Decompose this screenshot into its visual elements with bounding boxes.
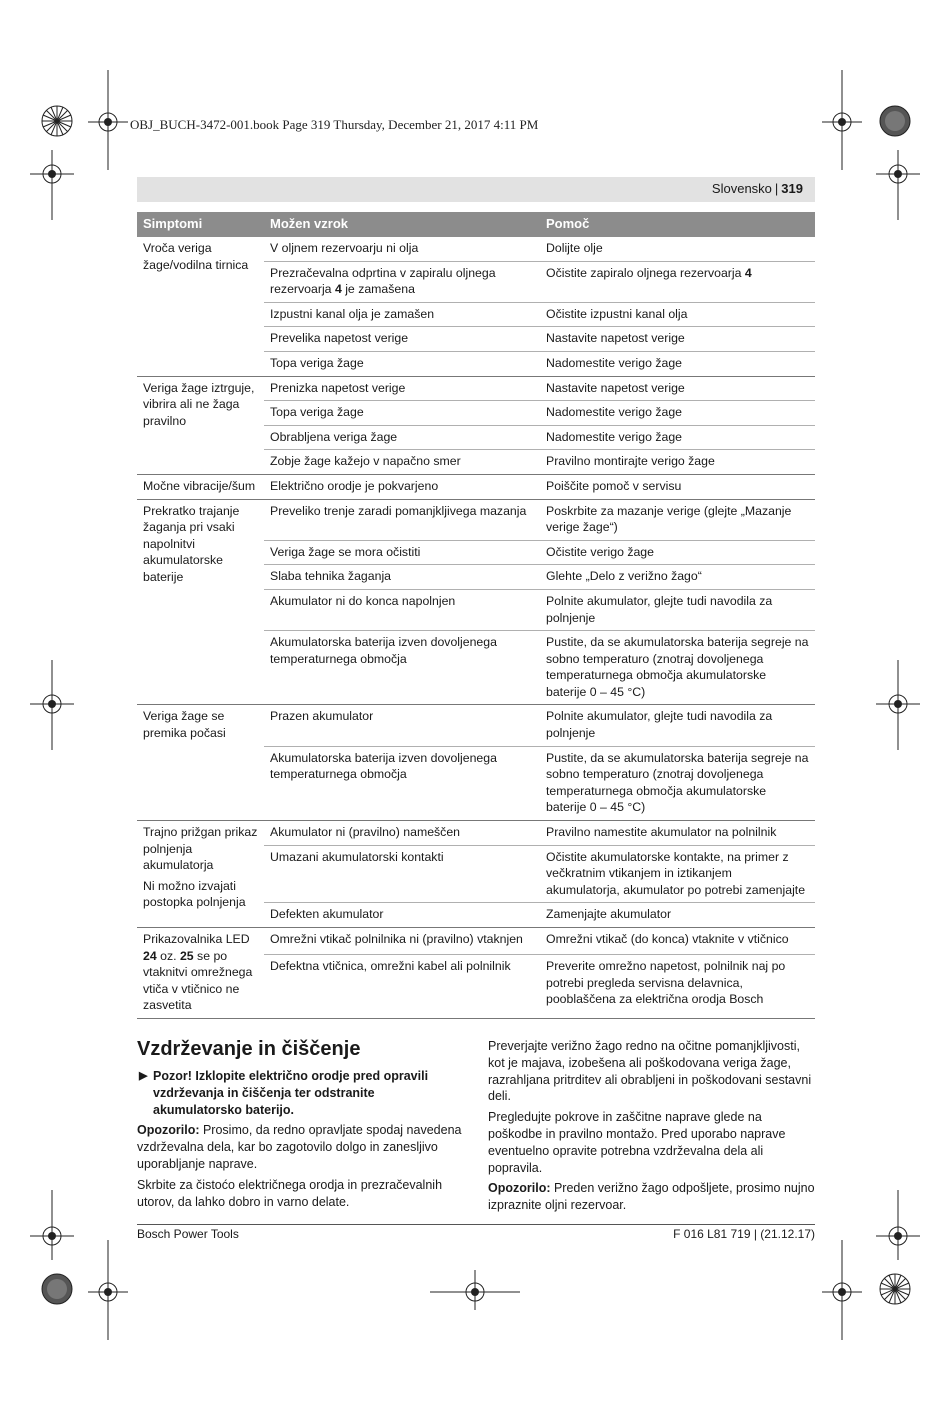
symptom-text: Vroča veriga žage/vodilna tirnica	[143, 241, 249, 272]
registration-mark	[878, 104, 912, 138]
cause-cell: Akumulatorska baterija izven dovoljenega temperaturnega območja	[264, 746, 540, 820]
symptom-text: Prekratko trajanje žaganja pri vsaki napolnitvi akumulatorske baterije	[143, 503, 240, 584]
registration-mark	[40, 1272, 74, 1306]
crosshair-mark	[88, 70, 128, 170]
symptom-text: Prikazovalnika LED 24 oz. 25 se po vtaknitvi omrežnega vtiča v vtičnico ne zasvetita	[143, 932, 253, 1013]
crosshair-mark	[822, 1240, 862, 1340]
symptom-text: Trajno prižgan prikaz polnjenja akumulatorja	[143, 825, 258, 873]
cause-cell: Akumulator ni do konca napolnjen	[264, 589, 540, 630]
table-header-row	[137, 212, 815, 237]
remedy-cell: Očistite izpustni kanal olja	[540, 302, 815, 327]
table-row	[137, 928, 815, 955]
print-header: OBJ_BUCH-3472-001.book Page 319 Thursday, December 21, 2017 4:11 PM	[130, 117, 539, 132]
table-row	[137, 499, 815, 540]
paragraph: Preverjajte verižno žago redno na očitne pomanjkljivosti, kot je majava, izobešena ali poškodovana veriga žage, razrahljana pritrditev ali obrabljeni in poškodovani sestavni deli.	[488, 1039, 812, 1104]
symptom-cell	[137, 376, 264, 474]
crosshair-mark	[30, 660, 74, 750]
table-row	[137, 821, 815, 846]
cause-cell: Prevelika napetost verige	[264, 327, 540, 352]
cause-cell: Akumulator ni (pravilno) nameščen	[264, 821, 540, 846]
cause-cell: Topa veriga žage	[264, 401, 540, 426]
remedy-cell: Nastavite napetost verige	[540, 327, 815, 352]
left-text-column	[137, 1068, 462, 1214]
symptom-text: Veriga žage se premika počasi	[143, 709, 226, 741]
cause-cell: Defekten akumulator	[264, 903, 540, 928]
cause-cell: Prenizka napetost verige	[264, 376, 540, 401]
cause-cell: Topa veriga žage	[264, 351, 540, 376]
separator: |	[774, 181, 779, 196]
page-header-bar	[137, 177, 815, 202]
crosshair-mark	[876, 150, 920, 220]
crosshair-mark	[876, 1190, 920, 1260]
remedy-cell: Poskrbite za mazanje verige (glejte „Mazanje verige žage“)	[540, 499, 815, 540]
column-header: Pomoč	[540, 212, 815, 237]
column-header: Simptomi	[137, 212, 264, 237]
table-row	[137, 705, 815, 746]
remedy-cell: Dolijte olje	[540, 237, 815, 261]
cause-cell: Električno orodje je pokvarjeno	[264, 474, 540, 499]
page-label	[712, 181, 803, 196]
remedy-cell: Očistite verigo žage	[540, 540, 815, 565]
language-label: Slovensko	[711, 181, 772, 196]
page-number: 319	[781, 181, 803, 196]
symptom-text: Ni možno izvajati postopka polnjenja	[143, 878, 246, 910]
cause-cell: Defektna vtičnica, omrežni kabel ali polnilnik	[264, 955, 540, 1019]
warning-item	[137, 1068, 462, 1118]
remedy-cell: Nadomestite verigo žage	[540, 351, 815, 376]
footer-rule	[137, 1224, 815, 1225]
crosshair-mark	[822, 70, 862, 170]
remedy-cell: Preverite omrežno napetost, polnilnik naj po potrebi pregleda servisna delavnica, pooblaščena za električna orodja Bosch	[540, 955, 815, 1019]
remedy-cell: Pravilno montirajte verigo žage	[540, 450, 815, 475]
crosshair-mark	[876, 660, 920, 750]
crosshair-mark	[30, 1190, 74, 1260]
footer-doc-number: F 016 L81 719 | (21.12.17)	[673, 1227, 815, 1241]
symptom-text: Veriga žage iztrguje, vibrira ali ne žaga pravilno	[143, 380, 255, 428]
symptom-cell	[137, 499, 264, 705]
remedy-cell: Očistite zapiralo oljnega rezervoarja 4	[540, 261, 815, 302]
cause-cell: Prazen akumulator	[264, 705, 540, 746]
remedy-cell: Nastavite napetost verige	[540, 376, 815, 401]
remedy-cell: Pustite, da se akumulatorska baterija segreje na sobno temperaturo (znotraj dovoljenega temperaturnega območja akumulatorske baterije 0 – 45 °C)	[540, 631, 815, 705]
note-paragraph	[137, 1122, 462, 1172]
warning-text: Pozor! Izklopite električno orodje pred opravili vzdrževanja in čiščenja ter odstranite akumulatorsko baterijo.	[153, 1069, 429, 1117]
table-row	[137, 474, 815, 499]
symptom-cell	[137, 474, 264, 499]
remedy-cell: Očistite akumulatorske kontakte, na primer z večkratnim vtikanjem in iztikanjem akumulatorja, akumulator po potrebi zamenjajte	[540, 845, 815, 903]
right-text-column	[488, 1038, 815, 1218]
cause-cell: Zobje žage kažejo v napačno smer	[264, 450, 540, 475]
registration-mark	[878, 1272, 912, 1306]
troubleshooting-table	[137, 212, 815, 1019]
crosshair-mark	[88, 1240, 128, 1340]
table-body	[137, 237, 815, 1018]
registration-mark	[40, 104, 74, 138]
column-header: Možen vzrok	[264, 212, 540, 237]
remedy-cell: Poiščite pomoč v servisu	[540, 474, 815, 499]
symptom-cell	[137, 928, 264, 1019]
remedy-cell: Omrežni vtikač (do konca) vtaknite v vtičnico	[540, 928, 815, 955]
symptom-cell	[137, 821, 264, 928]
note-text: Prosimo, da redno opravljate spodaj navedena vzdrževalna dela, kar bo zagotovilo dolgo in zanesljivo uporabljanje naprave.	[137, 1123, 462, 1171]
cause-cell: Obrabljena veriga žage	[264, 425, 540, 450]
paragraph: Pregledujte pokrove in zaščitne naprave glede na poškodbe in pravilno montažo. Pred uporabo naprave eventuelno opravite potrebna vzdrževalna dela ali popravila.	[488, 1110, 786, 1175]
cause-cell: Slaba tehnika žaganja	[264, 565, 540, 590]
table-row	[137, 237, 815, 261]
note-label: Opozorilo:	[488, 1181, 551, 1196]
footer-brand: Bosch Power Tools	[137, 1227, 239, 1241]
remedy-cell: Polnite akumulator, glejte tudi navodila za polnjenje	[540, 705, 815, 746]
remedy-cell: Nadomestite verigo žage	[540, 401, 815, 426]
note-text: Preden verižno žago odpošljete, prosimo nujno izpraznite oljni rezervoar.	[488, 1181, 815, 1213]
symptom-cell	[137, 237, 264, 376]
remedy-cell: Zamenjajte akumulator	[540, 903, 815, 928]
cause-cell: V oljnem rezervoarju ni olja	[264, 237, 540, 261]
section-title: Vzdrževanje in čiščenje	[137, 1038, 361, 1060]
table-row	[137, 376, 815, 401]
symptom-cell	[137, 705, 264, 821]
remedy-cell: Pustite, da se akumulatorska baterija segreje na sobno temperaturo (znotraj dovoljenega temperaturnega območja akumulatorske baterije 0 – 45 °C)	[540, 746, 815, 820]
remedy-cell: Glehte „Delo z verižno žago“	[540, 565, 815, 590]
paragraph: Skrbite za čistoćo električnega orodja in prezračevalnih utorov, da lahko dobro in varno delate.	[137, 1177, 443, 1209]
cause-cell: Preveliko trenje zaradi pomanjkljivega mazanja	[264, 499, 540, 540]
cause-cell: Omrežni vtikač polnilnika ni (pravilno) vtaknjen	[264, 928, 540, 955]
remedy-cell: Polnite akumulator, glejte tudi navodila za polnjenje	[540, 589, 815, 630]
crosshair-mark	[430, 1270, 520, 1310]
note-label: Opozorilo:	[137, 1123, 200, 1138]
cause-cell: Veriga žage se mora očistiti	[264, 540, 540, 565]
remedy-cell: Nadomestite verigo žage	[540, 425, 815, 450]
cause-cell: Akumulatorska baterija izven dovoljenega temperaturnega območja	[264, 631, 540, 705]
crosshair-mark	[30, 150, 74, 220]
remedy-cell: Pravilno namestite akumulator na polnilnik	[540, 821, 815, 846]
triangle-bullet-icon: ▶	[139, 1070, 148, 1082]
symptom-text: Močne vibracije/šum	[143, 478, 256, 493]
cause-cell: Prezračevalna odprtina v zapiralu oljnega rezervoarja 4 je zamašena	[264, 261, 540, 302]
note-paragraph	[488, 1180, 815, 1214]
cause-cell: Izpustni kanal olja je zamašen	[264, 302, 540, 327]
cause-cell: Umazani akumulatorski kontakti	[264, 845, 540, 903]
